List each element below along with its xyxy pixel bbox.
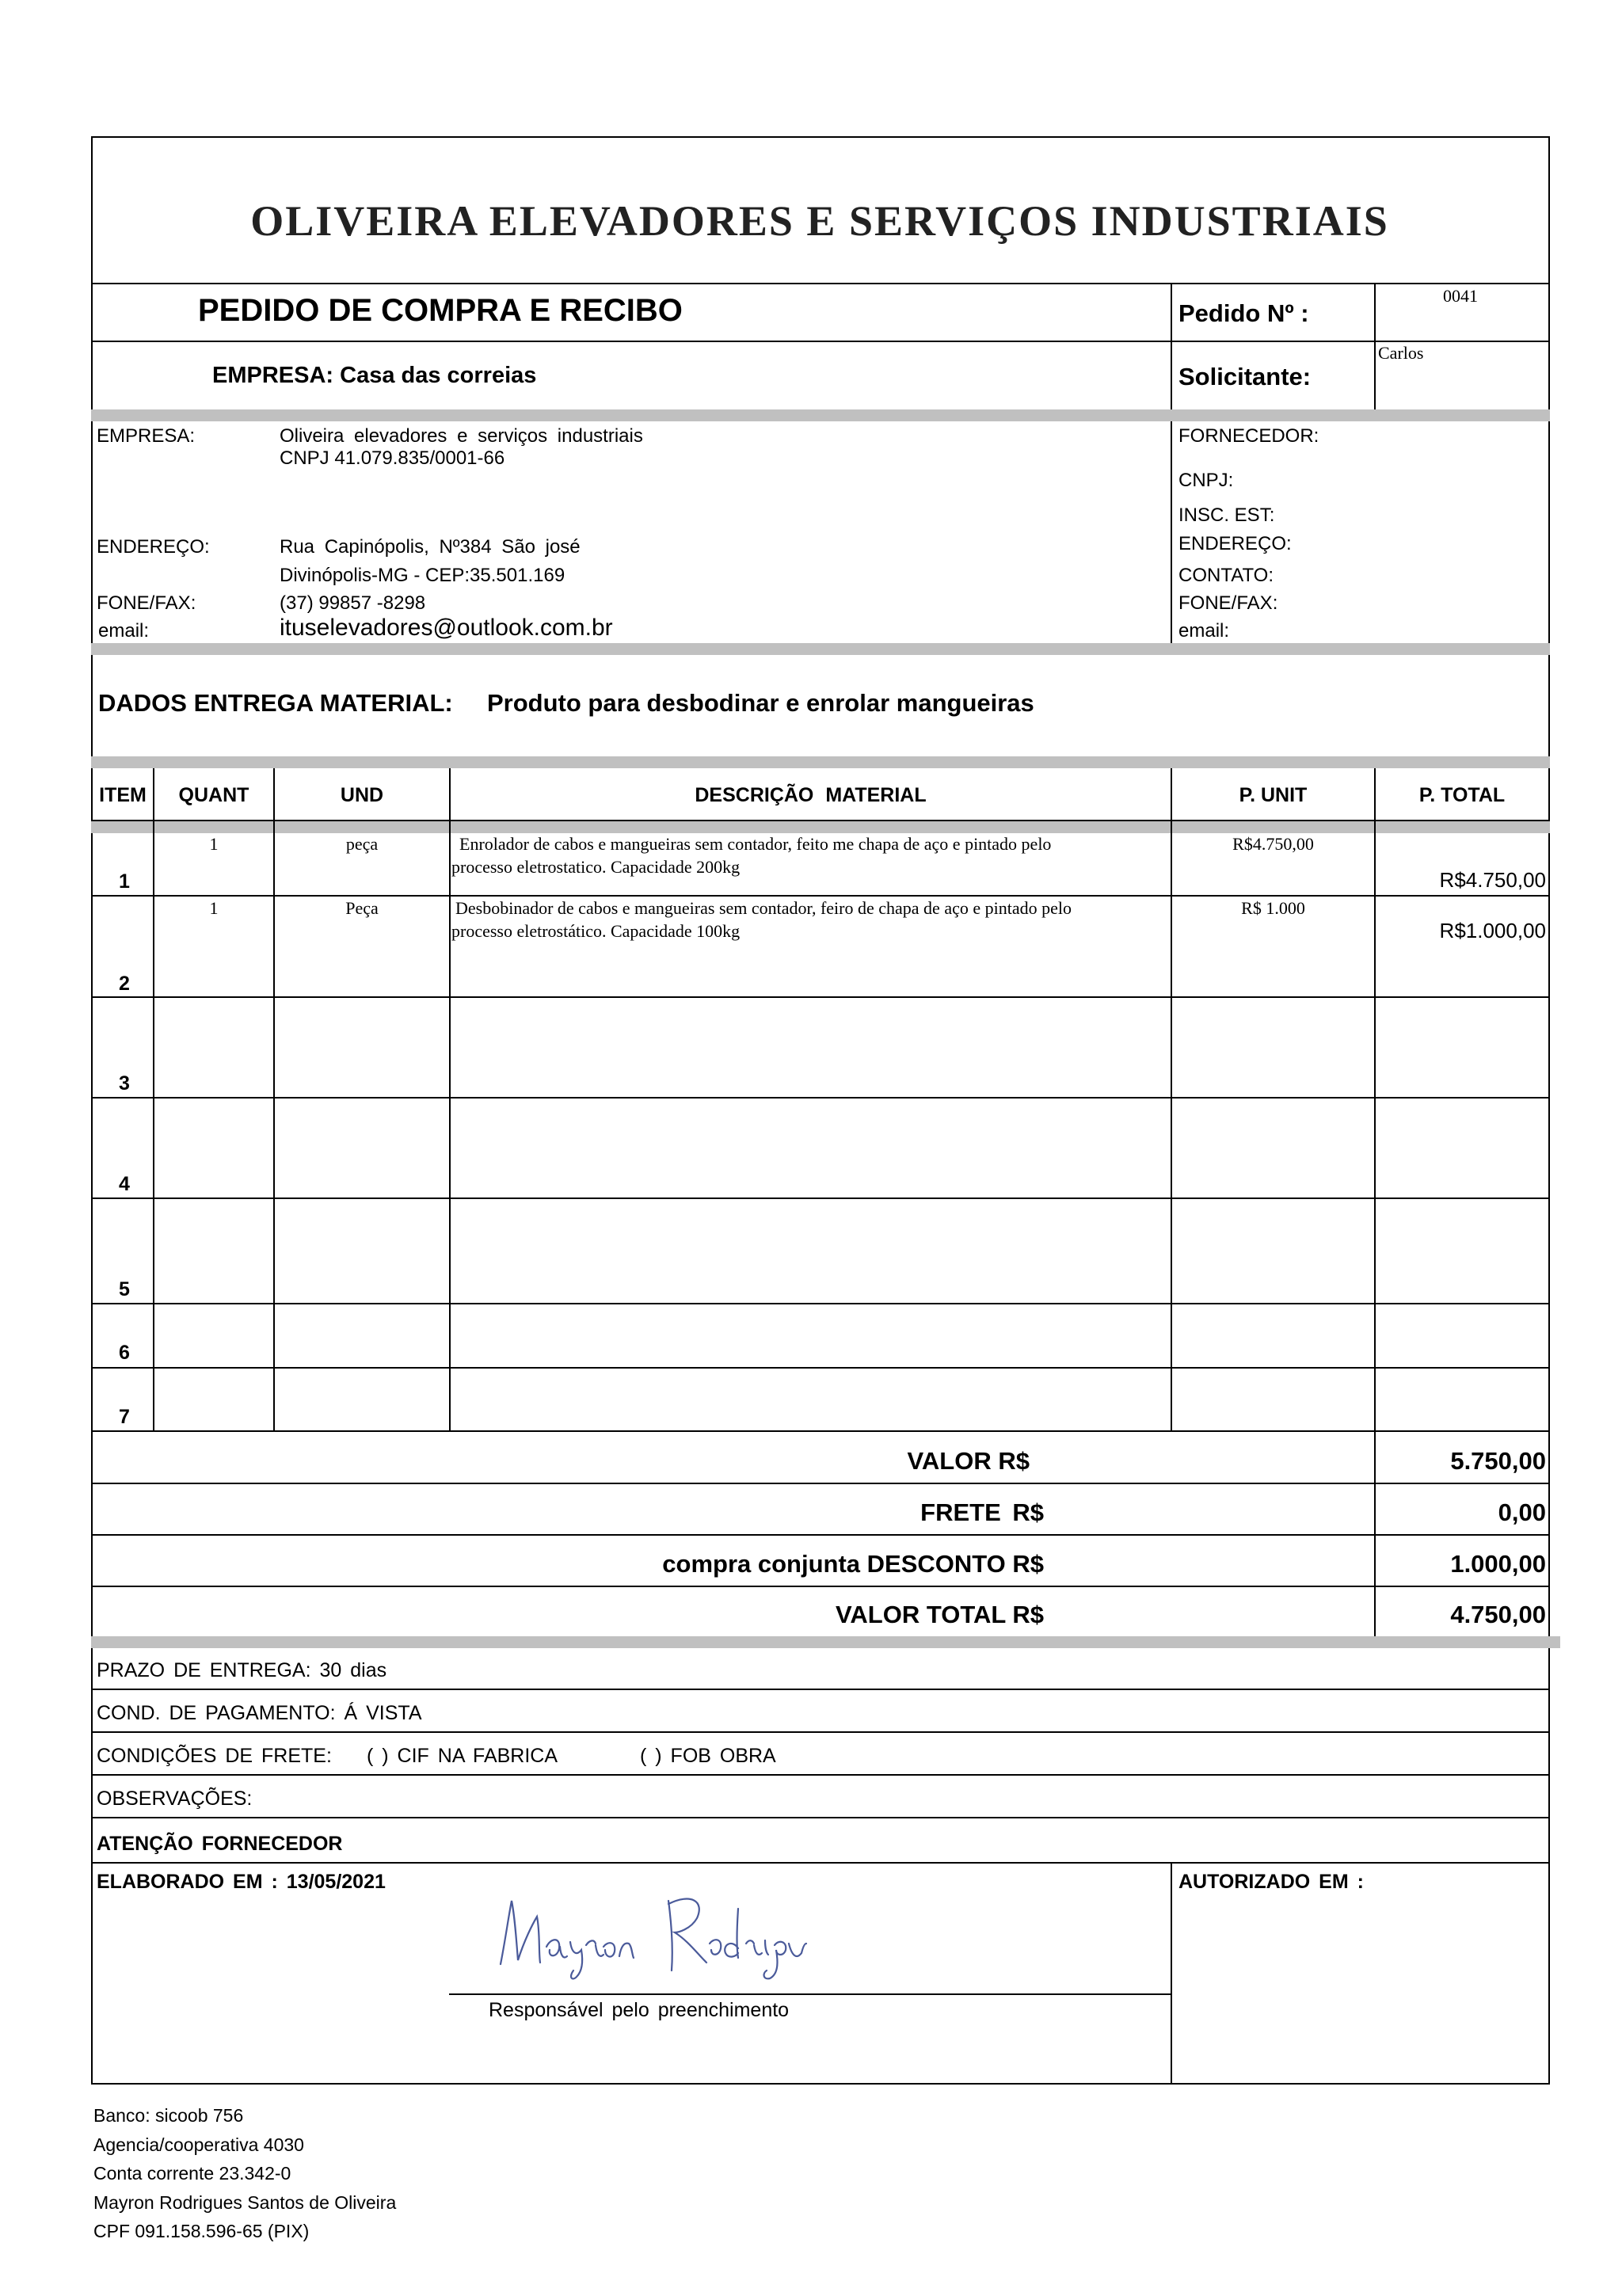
valor-value: 5.750,00 [1450, 1447, 1546, 1475]
signature-mark [485, 1877, 817, 1988]
row-desc-line1: Enrolador de cabos e mangueiras sem contador, feito me chapa de aço e pintado pelo [459, 834, 1052, 854]
doc-title: PEDIDO DE COMPRA E RECIBO [198, 293, 683, 328]
supplier-cnpj-label: CNPJ: [1178, 470, 1234, 491]
row-item: 1 [119, 870, 130, 893]
buyer-empresa-name: Oliveira elevadores e serviços industriais [280, 425, 643, 447]
atencao-fornecedor: ATENÇÃO FORNECEDOR [97, 1833, 343, 1855]
supplier-insc-label: INSC. EST: [1178, 505, 1275, 526]
supplier-fone-label: FONE/FAX: [1178, 592, 1278, 614]
row-item: 6 [119, 1342, 130, 1364]
solicitante-label: Solicitante: [1178, 363, 1312, 390]
buyer-fone-label: FONE/FAX: [97, 592, 196, 614]
buyer-email-value: ituselevadores@outlook.com.br [280, 615, 613, 641]
th-ptotal: P. TOTAL [1418, 784, 1506, 806]
frete-value: 0,00 [1498, 1498, 1546, 1526]
row-item: 5 [119, 1278, 130, 1300]
bank-titular: Mayron Rodrigues Santos de Oliveira [93, 2192, 397, 2213]
row-item: 3 [119, 1072, 130, 1095]
supplier-fornecedor-label: FORNECEDOR: [1178, 425, 1319, 447]
pedido-label: Pedido Nº : [1178, 299, 1309, 327]
total-label: VALOR TOTAL R$ [836, 1601, 1044, 1628]
cond-pagamento: COND. DE PAGAMENTO: Á VISTA [97, 1702, 422, 1724]
bank-agencia: Agencia/cooperativa 4030 [93, 2134, 304, 2155]
supplier-contato-label: CONTATO: [1178, 565, 1274, 586]
frete-label: FRETE R$ [920, 1498, 1044, 1526]
desconto-label: compra conjunta DESCONTO R$ [662, 1550, 1044, 1578]
row-quant: 1 [209, 834, 219, 854]
th-und: UND [340, 784, 384, 806]
row-item: 2 [119, 973, 130, 995]
th-punit: P. UNIT [1239, 784, 1308, 806]
bank-cpf: CPF 091.158.596-65 (PIX) [93, 2221, 310, 2241]
responsavel-label: Responsável pelo preenchimento [489, 1999, 790, 2021]
buyer-email-label: email: [98, 620, 150, 642]
empresa-line: EMPRESA: Casa das correias [212, 363, 537, 388]
prazo-entrega: PRAZO DE ENTREGA: 30 dias [97, 1659, 387, 1681]
th-item: ITEM [99, 784, 147, 806]
row-ptotal: R$1.000,00 [1439, 919, 1546, 942]
pedido-number: 0041 [1443, 286, 1478, 306]
buyer-endereco-line1: Rua Capinópolis, Nº384 São josé [280, 536, 581, 558]
buyer-endereco-line2: Divinópolis-MG - CEP:35.501.169 [280, 565, 565, 586]
bank-conta: Conta corrente 23.342-0 [93, 2163, 291, 2184]
desconto-value: 1.000,00 [1450, 1550, 1546, 1578]
valor-label: VALOR R$ [907, 1447, 1030, 1475]
observacoes: OBSERVAÇÕES: [97, 1788, 253, 1810]
th-desc: DESCRIÇÃO MATERIAL [695, 784, 927, 806]
supplier-email-label: email: [1178, 620, 1230, 642]
frete-fob-option: ( ) FOB OBRA [640, 1745, 776, 1767]
buyer-empresa-label: EMPRESA: [97, 425, 196, 447]
supplier-endereco-label: ENDEREÇO: [1178, 533, 1292, 554]
row-desc-line2: processo eletrostatico. Capacidade 200kg [451, 857, 741, 877]
row-desc-line2: processo eletrostático. Capacidade 100kg [451, 921, 741, 941]
buyer-endereco-label: ENDEREÇO: [97, 536, 210, 558]
solicitante-value: Carlos [1378, 343, 1424, 363]
row-item: 7 [119, 1406, 130, 1428]
buyer-cnpj: CNPJ 41.079.835/0001-66 [280, 447, 505, 469]
bank-banco: Banco: sicoob 756 [93, 2105, 244, 2126]
elaborado-em: ELABORADO EM : 13/05/2021 [97, 1871, 386, 1893]
row-punit: R$4.750,00 [1232, 834, 1314, 854]
th-quant: QUANT [178, 784, 249, 806]
row-item: 4 [119, 1173, 130, 1195]
row-und: Peça [345, 898, 379, 918]
company-title: OLIVEIRA ELEVADORES E SERVIÇOS INDUSTRIAIS [250, 197, 1389, 245]
row-punit: R$ 1.000 [1241, 898, 1305, 918]
autorizado-em: AUTORIZADO EM : [1178, 1871, 1364, 1893]
row-ptotal: R$4.750,00 [1439, 868, 1546, 892]
frete-cif-option: ( ) CIF NA FABRICA [367, 1745, 558, 1767]
delivery-label: DADOS ENTREGA MATERIAL: [98, 689, 453, 717]
row-quant: 1 [209, 898, 219, 918]
signature-text: Mayron Rodrigues [643, 1980, 650, 1981]
total-value: 4.750,00 [1450, 1601, 1546, 1628]
frete-conditions-label: CONDIÇÕES DE FRETE: [97, 1745, 332, 1767]
row-desc-line1: Desbobinador de cabos e mangueiras sem contador, feiro de chapa de aço e pintado pelo [455, 898, 1072, 918]
buyer-fone-value: (37) 99857 -8298 [280, 592, 426, 614]
delivery-value: Produto para desbodinar e enrolar mangueiras [487, 689, 1034, 717]
row-und: peça [345, 834, 379, 854]
